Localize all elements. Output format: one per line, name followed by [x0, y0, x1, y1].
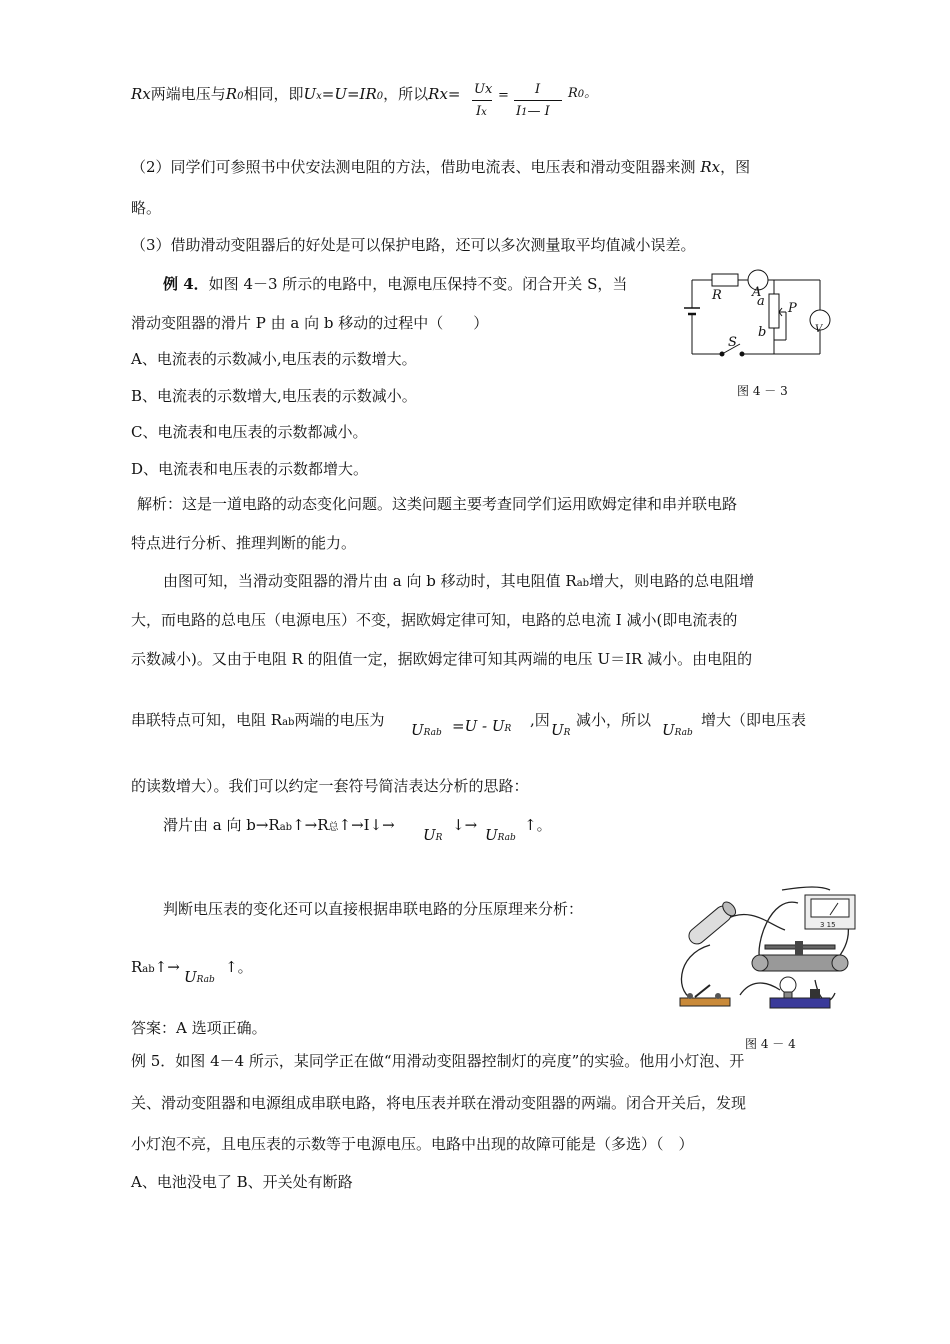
- r0-symbol: R: [225, 85, 238, 103]
- label-S: S: [728, 335, 737, 350]
- analysis-line5: 示数减小)。又由于电阻 R 的阻值一定，据欧姆定律可知其两端的电压 U＝IR 减小。由电阻的: [131, 650, 753, 668]
- example4-option-a: A、电流表的示数减小,电压表的示数增大。: [131, 350, 417, 368]
- example4-option-b: B、电流表的示数增大,电压表的示数减小。: [131, 387, 417, 405]
- example4-label: 例 4．: [163, 275, 209, 293]
- because-text: ,因: [530, 711, 550, 729]
- u-rab-symbol: URab: [662, 721, 693, 739]
- example4-option-d: D、电流表和电压表的示数都增大。: [131, 460, 369, 478]
- reasoning-chain: 滑片由 a 向 b→Rab↑→R总↑→I↓→: [163, 816, 395, 834]
- label-V: V: [815, 324, 823, 335]
- chain-u-r: UR: [423, 826, 443, 844]
- analysis-line3: 由图可知，当滑动变阻器的滑片由 a 向 b 移动时，其电阻值 Rab增大，则电路的总电阻增: [163, 572, 755, 590]
- analysis-line1: 解析：这是一道电路的动态变化问题。这类问题主要考查同学们运用欧姆定律和串并联电路: [137, 495, 738, 513]
- ohm-eq: =U=IR: [321, 85, 377, 103]
- example4-question-line1: 例 4．如图 4－3 所示的电路中，电源电压保持不变。闭合开关 S，当: [163, 275, 628, 293]
- analysis-line4: 大，而电路的总电压（电源电压）不变，据欧姆定律可知，电路的总电流 I 减小(即电流表的: [131, 611, 738, 629]
- equals-sign: =: [498, 88, 509, 103]
- chain-u-rab: URab: [485, 826, 516, 844]
- u-r-symbol: UR: [551, 721, 571, 739]
- svg-text:3 15: 3 15: [820, 921, 836, 929]
- fraction1-bar: [472, 100, 492, 101]
- text: 两端电压与: [150, 85, 226, 103]
- chain-arrow: ↓→: [452, 816, 478, 834]
- example5-line3: 小灯泡不亮，且电压表的示数等于电源电压。电路中出现的故障可能是（多选）（ ）: [131, 1135, 694, 1153]
- example5-line1: 例 5．如图 4－4 所示，某同学正在做“用滑动变阻器控制灯的亮度”的实验。他用小灯泡、开: [131, 1052, 745, 1070]
- paragraph-2-line1: （2）同学们可参照书中伏安法测电阻的方法，借助电流表、电压表和滑动变阻器来测 Rx，图: [131, 158, 751, 176]
- fraction1-denominator: Ix: [476, 104, 487, 119]
- ux-sub: x: [316, 91, 322, 102]
- example4-option-c: C、电流表和电压表的示数都减小。: [131, 423, 368, 441]
- rx-symbol: Rx: [131, 85, 151, 103]
- fraction1-numerator: Ux: [474, 82, 493, 97]
- u-minus-ur: =U - UR: [452, 717, 512, 735]
- figure-4-3-caption: 图 4 － 3: [737, 384, 788, 398]
- divider-u-rab: URab: [184, 968, 215, 986]
- analysis-line9: 判断电压表的变化还可以直接根据串联电路的分压原理来分析：: [163, 900, 584, 918]
- fraction2-denominator: I1— I: [516, 104, 550, 119]
- label-P: P: [788, 301, 797, 316]
- analysis-line2: 特点进行分析、推理判断的能力。: [131, 534, 357, 552]
- r0-sub: 0: [237, 91, 244, 102]
- divider-end: ↑。: [225, 958, 253, 976]
- increase-text: 增大（即电压表: [701, 711, 807, 729]
- u-rab-formula: URab: [411, 721, 442, 739]
- example4-question-line2: 滑动变阻器的滑片 P 由 a 向 b 移动的过程中（ ）: [131, 314, 489, 332]
- decrease-text: 减小，所以: [576, 711, 652, 729]
- label-R: R: [712, 288, 722, 303]
- answer-line: 答案：A 选项正确。: [131, 1019, 267, 1037]
- example5-options: A、电池没电了 B、开关处有断路: [131, 1173, 353, 1191]
- paragraph-2-line2: 略。: [131, 199, 162, 217]
- experiment-illustration-fig4-4: [670, 885, 870, 1020]
- fraction2-numerator: I: [535, 82, 541, 97]
- example5-line2: 关、滑动变阻器和电源组成串联电路，将电压表并联在滑动变阻器的两端。闭合开关后，发现: [131, 1094, 747, 1112]
- label-A: A: [752, 285, 762, 300]
- analysis-line7: 的读数增大）。我们可以约定一套符号简洁表达分析的思路：: [131, 777, 529, 795]
- rx-eq: Rx=: [428, 85, 461, 103]
- ohm-eq-sub: 0: [376, 91, 384, 102]
- voltage-divider-chain: Rab↑→: [131, 958, 180, 976]
- label-a: a: [757, 294, 765, 309]
- analysis-line6: 串联特点可知，电阻 Rab两端的电压为: [131, 711, 385, 729]
- r0-tail: R0。: [568, 86, 598, 101]
- text: 相同，即: [243, 85, 304, 103]
- rx-equation-line: [131, 84, 460, 107]
- figure-4-4-caption: 图 4 － 4: [745, 1037, 796, 1051]
- chain-end: ↑。: [524, 816, 552, 834]
- fraction2-bar: [514, 100, 562, 101]
- label-b: b: [758, 325, 767, 340]
- text: ，所以: [383, 85, 429, 103]
- paragraph-3: （3）借助滑动变阻器后的好处是可以保护电路，还可以多次测量取平均值减小误差。: [131, 236, 696, 254]
- ux-symbol: U: [303, 85, 317, 103]
- circuit-diagram-fig4-3: [678, 262, 838, 372]
